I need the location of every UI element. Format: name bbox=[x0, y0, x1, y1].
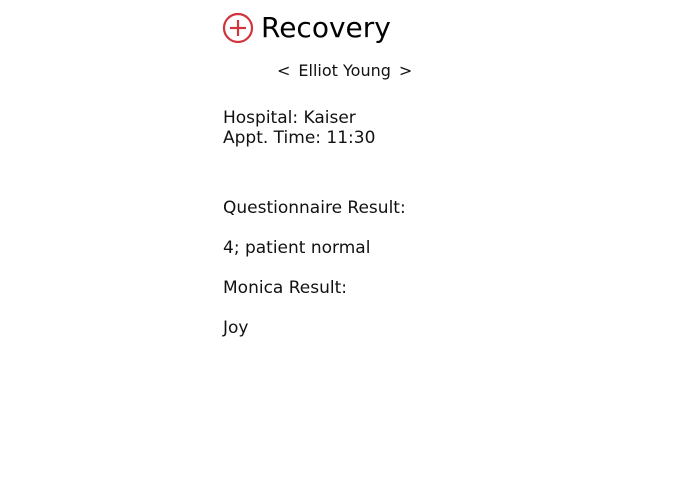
monica-result-label: Monica Result: bbox=[223, 278, 347, 298]
monica-result-value: Joy bbox=[223, 318, 249, 338]
previous-patient-button[interactable]: < bbox=[277, 61, 291, 80]
app-header bbox=[222, 10, 391, 46]
appointment-time-label: Appt. Time: bbox=[223, 128, 322, 148]
patient-navigator bbox=[276, 60, 413, 82]
questionnaire-result-label: Questionnaire Result: bbox=[223, 198, 406, 218]
patient-name: Elliot Young bbox=[298, 61, 391, 80]
appointment-time-row bbox=[223, 128, 375, 148]
hospital-row bbox=[223, 108, 356, 128]
plus-circle-icon bbox=[222, 12, 254, 44]
next-patient-button[interactable]: > bbox=[398, 61, 413, 80]
hospital-label: Hospital: bbox=[223, 108, 299, 128]
hospital-value: Kaiser bbox=[303, 108, 356, 128]
app-title: Recovery bbox=[261, 11, 391, 44]
questionnaire-result-value: 4; patient normal bbox=[223, 238, 371, 258]
appointment-time-value: 11:30 bbox=[326, 128, 376, 148]
